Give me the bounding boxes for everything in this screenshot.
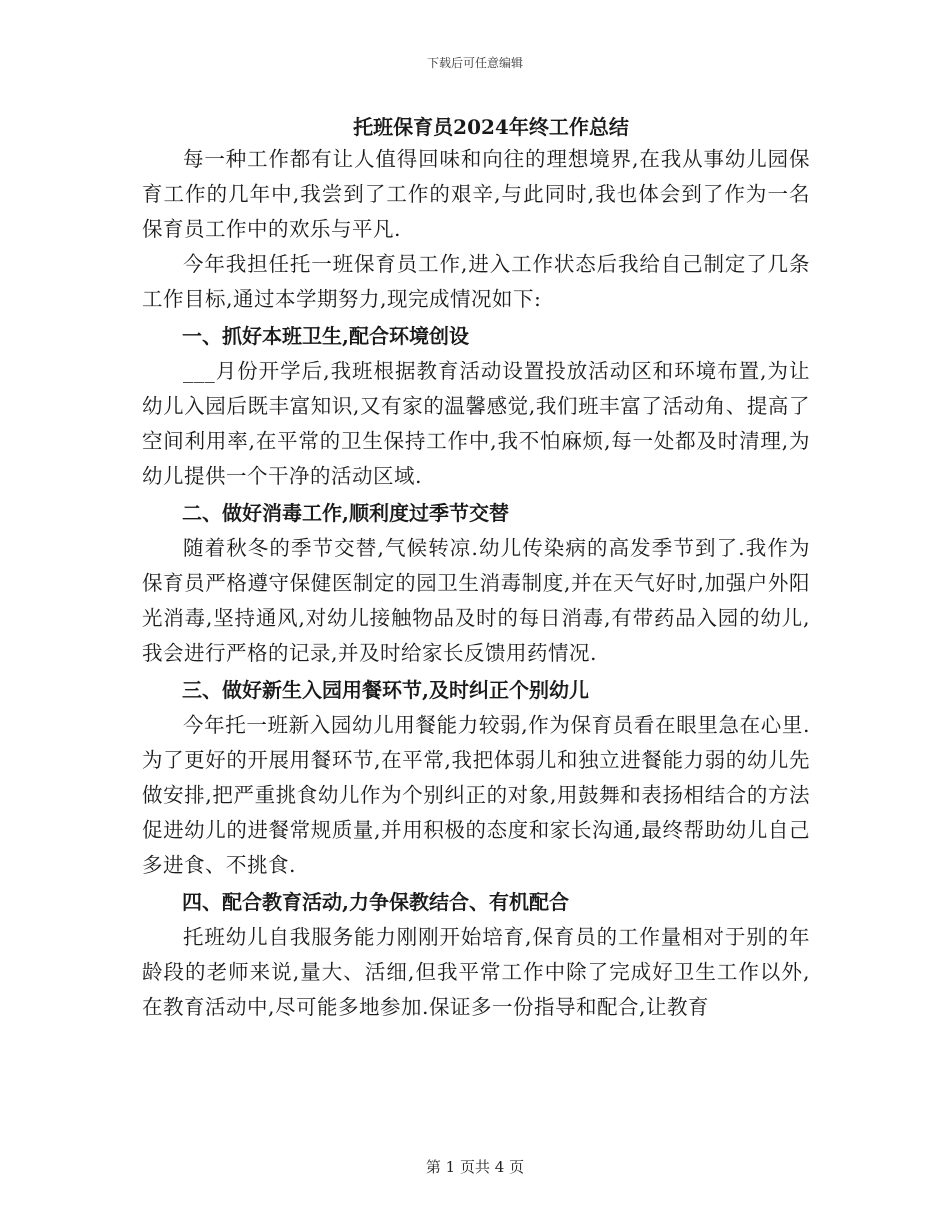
- header-note: 下载后可任意编辑: [426, 56, 523, 70]
- paragraph: 每一种工作都有让人值得回味和向往的理想境界,在我从事幼儿园保育工作的几年中,我尝到了工作的艰辛,与此同时,我也体会到了作为一名保育员工作中的欢乐与平凡.: [142, 147, 810, 241]
- document-title: 托班保育员2024年终工作总结: [353, 115, 629, 139]
- section-heading: 一、抓好本班卫生,配合环境创设: [182, 324, 469, 348]
- paragraph: 随着秋冬的季节交替,气候转凉.幼儿传染病的高发季节到了.我作为保育员严格遵守保健医制定的园卫生消毒制度,并在天气好时,加强户外阳光消毒,坚持通风,对幼儿接触物品及时的每日消毒,有带药品入园的幼儿,我会进行严格的记录,并及时给家长反馈用药情况.: [142, 536, 810, 665]
- paragraph: 今年我担任托一班保育员工作,进入工作状态后我给自己制定了几条工作目标,通过本学期努力,现完成情况如下:: [142, 252, 810, 311]
- section-heading: 三、做好新生入园用餐环节,及时纠正个别幼儿: [182, 678, 589, 702]
- paragraph: ___月份开学后,我班根据教育活动设置投放活动区和环境布置,为让幼儿入园后既丰富知识,又有家的温馨感觉,我们班丰富了活动角、提高了空间利用率,在平常的卫生保持工作中,我不怕麻烦,每一处都及时清理,为幼儿提供一个干净的活动区域.: [142, 359, 810, 488]
- document-body: [142, 112, 810, 1025]
- paragraph: 托班幼儿自我服务能力刚刚开始培育,保育员的工作量相对于别的年龄段的老师来说,量大、活细,但我平常工作中除了完成好卫生工作以外,在教育活动中,尽可能多地参加.保证多一份指导和配合,让教育: [142, 925, 810, 1019]
- paragraph: 今年托一班新入园幼儿用餐能力较弱,作为保育员看在眼里急在心里.为了更好的开展用餐环节,在平常,我把体弱儿和独立进餐能力弱的幼儿先做安排,把严重挑食幼儿作为个别纠正的对象,用鼓舞和表扬相结合的方法促进幼儿的进餐常规质量,并用积极的态度和家长沟通,最终帮助幼儿自己多进食、不挑食.: [142, 713, 810, 877]
- section-heading: 四、配合教育活动,力争保教结合、有机配合: [182, 890, 569, 914]
- page-number: 第 1 页共 4 页: [425, 1158, 525, 1176]
- section-heading: 二、做好消毒工作,顺利度过季节交替: [182, 501, 509, 525]
